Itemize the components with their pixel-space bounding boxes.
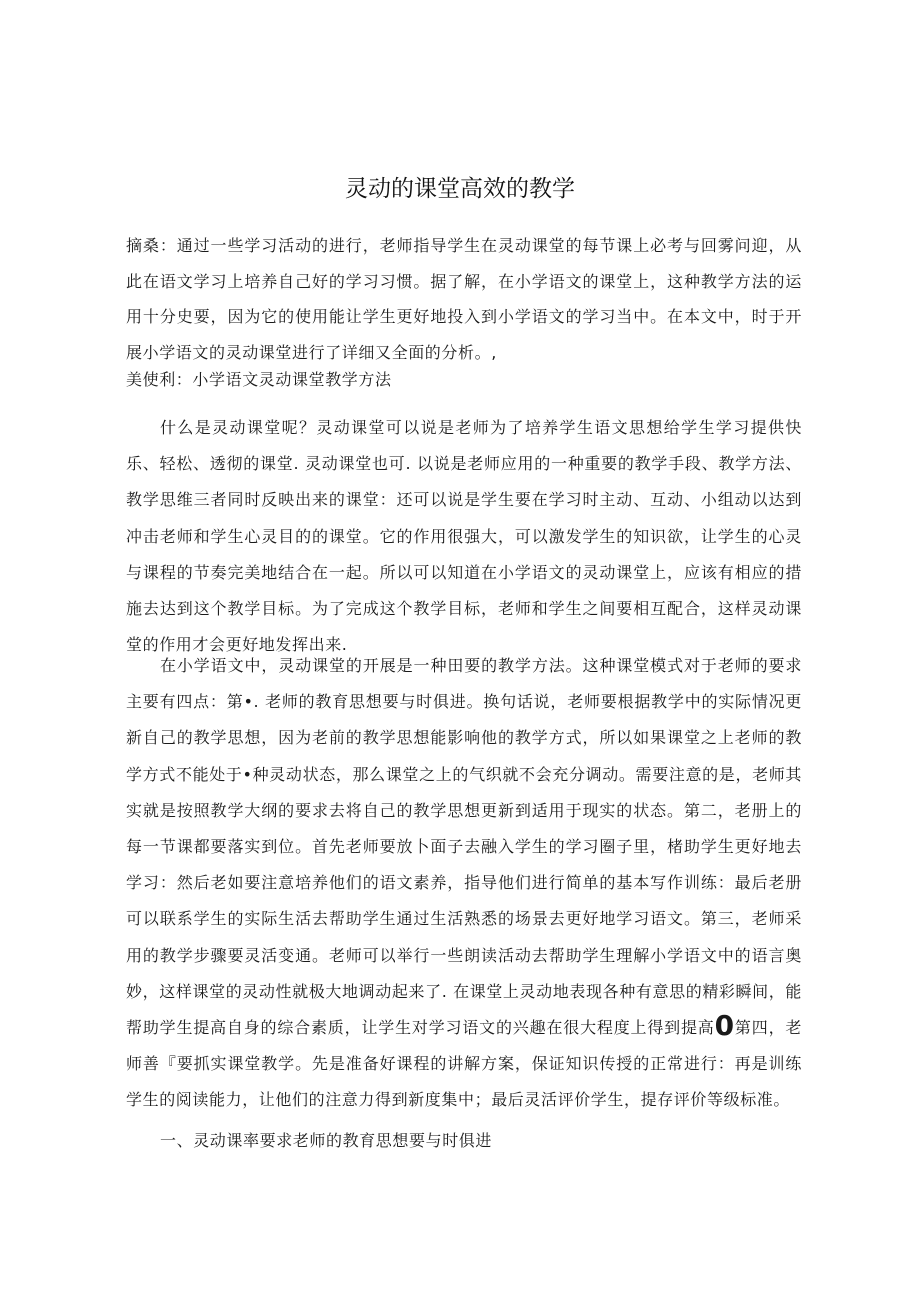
paragraph-2-zero-mark: 0: [714, 1009, 735, 1043]
section-heading-1: 一、灵动课率要求老师的教育思想要与时俱进: [160, 1131, 493, 1150]
body-paragraph-2: [126, 648, 802, 1119]
abstract-paragraph: 摘桑：通过一些学习活动的进行，老师指导学生在灵动课堂的每节课上必考与回雾问迎，从此在语文学习上培养自己好的学习习惯。据了解，在小学语文的课堂上，这种教学方法的运用十分史要，因为它的使用能让学生更好地投入到小学语文的学习当中。在本文中，时于开展小学语文的灵动课堂进行了详细又全面的分析。,: [126, 236, 802, 362]
paragraph-2-text-before: 在小学语文中，灵动课堂的开展是一种田要的教学方法。这种课堂模式对于老师的要求主要有四点：第•. 老师的教育思想要与时俱进。换句话说，老师要根据教学中的实际情况更新自己的教学思想，因为老前的教学思想能影响他的教学方式，所以如果课堂之上老师的教学方式不能处于•种灵动状态，那么课堂之上的气织就不会充分调动。需要注意的是，老师其实就是按照教学大纲的要求去将自己的教学思想更新到适用于现实的状态。第二，老册上的每一节课都要落实到位。首先老师要放卜面子去融入学生的学习圈子里，楮助学生更好地去学习：然后老如要注意培养他们的语文素养，指导他们进行简单的基本写作训练：最后老册可以联系学生的实际生活去帮助学生通过生活熟悉的场景去更好地学习语文。第三，老师采用的教学步骤要灵活变通。老师可以举行一些朗读活动去帮助学生理解小学语文中的语言奥妙，这样课堂的灵动性就极大地调动起来了. 在课堂上灵动地表现各种有意思的精彩瞬间，能帮助学生提高自身的综合素质，让学生对学习语文的兴趣在很大程度上得到提高: [126, 656, 802, 1038]
body-paragraph-1: 什么是灵动课堂呢？灵动课堂可以说是老师为了培养学生语文思想给学生学习提供快乐、轻松、透彻的课堂. 灵动课堂也可. 以说是老师应用的一种重要的教学手段、教学方法、教学思维三者同时反映出来的课堂：还可以说是学生要在学习时主动、互动、小组动以达到冲击老师和学生心灵目的的课堂。它的作用很强大，可以激发学生的知识欲，让学生的心灵与课程的节奏完美地结合在一起。所以可以知道在小学语文的灵动课堂上，应该有相应的措施去达到这个教学目标。为了完成这个教学目标，老师和学生之间要相互配合，这样灵动课堂的作用才会更好地发挥出来.: [126, 418, 802, 655]
document-title: 灵动的课堂高效的教学: [345, 176, 575, 202]
keywords-line: 美使利：小学语文灵动课堂教学方法: [126, 370, 392, 389]
paragraph-2-text-after: 第四，老师善『要抓实课堂教学。先是准备好课程的讲解方案，保证知识传授的正常进行：再是训练学生的阅读能力，让他们的注意力得到新度集中；最后灵活评价学生，提存评价等级标准。: [126, 1018, 802, 1110]
